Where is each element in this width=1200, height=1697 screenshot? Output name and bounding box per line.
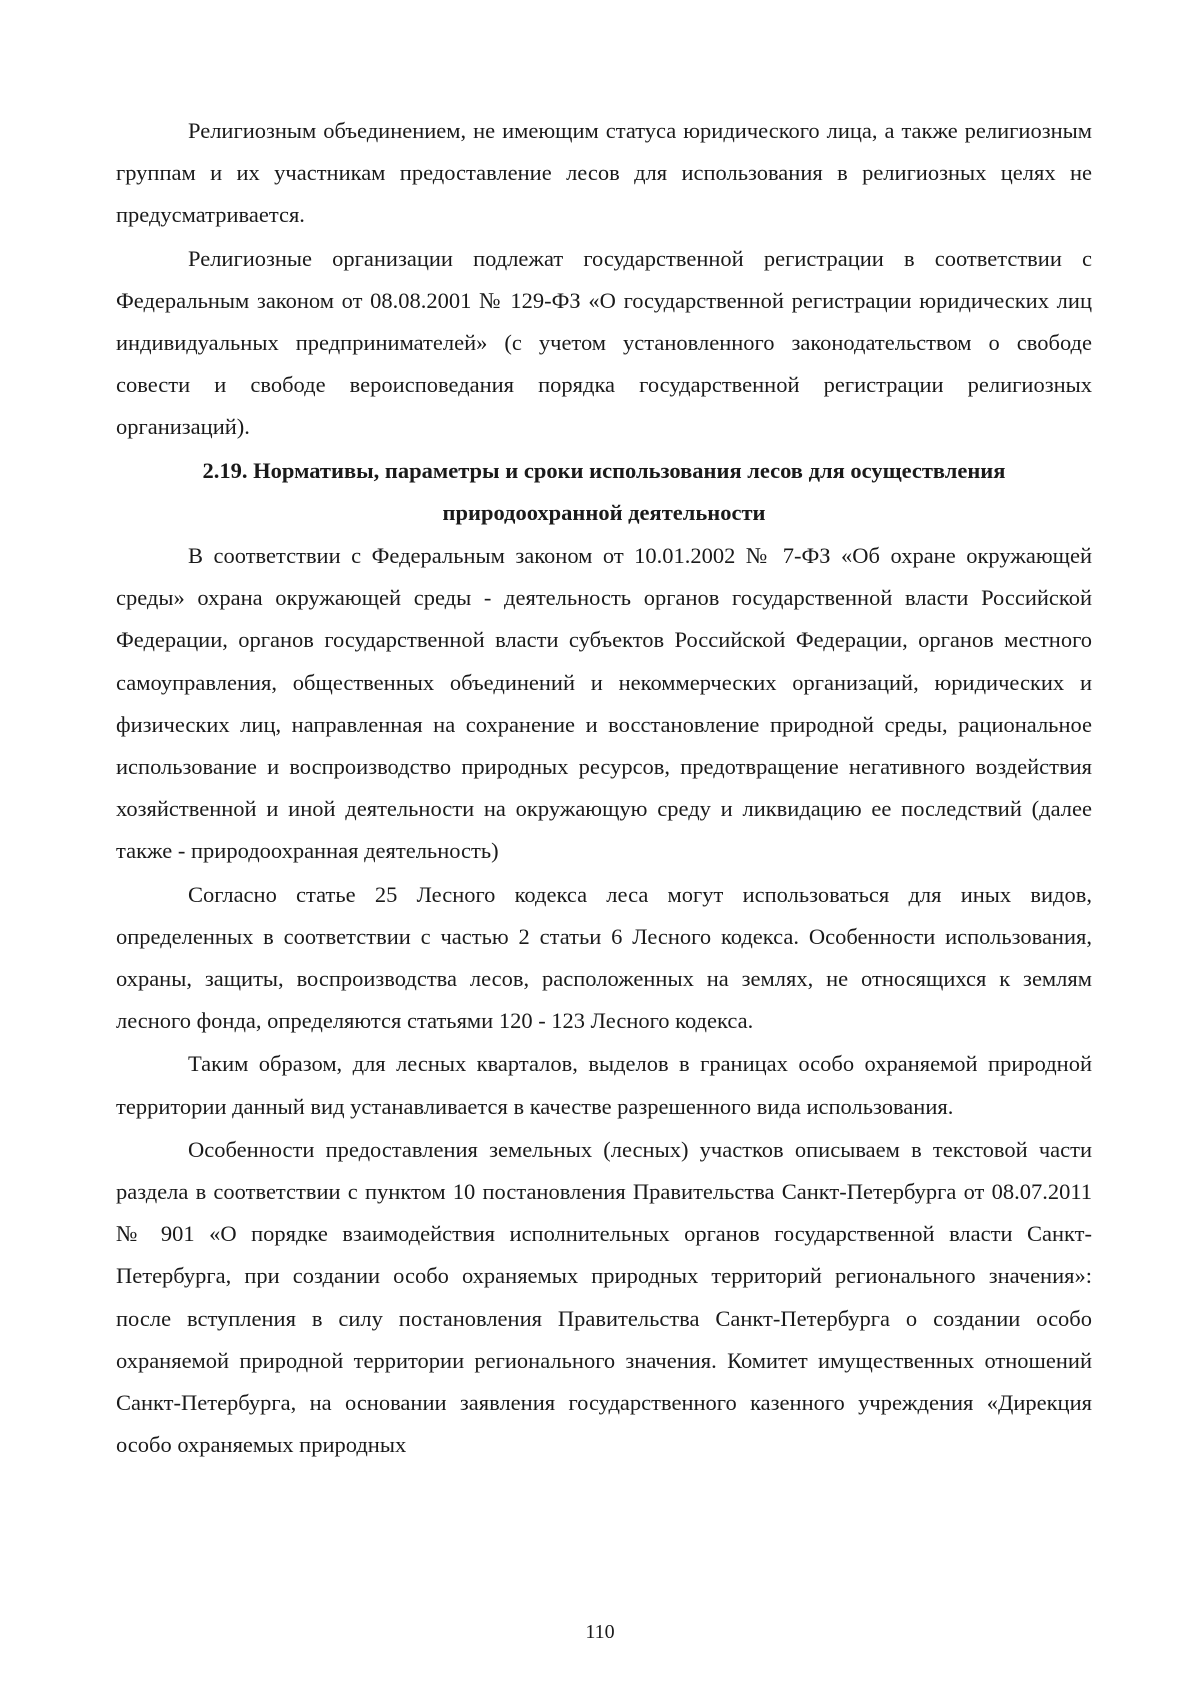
section-heading: 2.19. Нормативы, параметры и сроки использования лесов для осуществления природоохранной деятельности — [202, 457, 1006, 525]
paragraph-permitted-use: Таким образом, для лесных кварталов, выделов в границах особо охраняемой природной территории данный вид устанавливается в качестве разрешенного вида использования. — [116, 1051, 1092, 1119]
page-body — [116, 110, 1092, 1468]
page-number: 110 — [585, 1621, 615, 1643]
paragraph-religious-associations: Религиозным объединением, не имеющим статуса юридического лица, а также религиозным группам и их участникам предоставление лесов для использования в религиозных целях не предусматривается. — [116, 118, 1092, 228]
paragraph-religious-registration: Религиозные организации подлежат государственной регистрации в соответствии с Федеральным законом от 08.08.2001 № 129-ФЗ «О государственной регистрации юридических лиц индивидуальных предпринимателей» (с учетом установленного законодательством о свободе совести и свободе вероисповедания порядка государственной регистрации религиозных организаций). — [116, 245, 1092, 440]
paragraph-environmental-law: В соответствии с Федеральным законом от 10.01.2002 № 7-ФЗ «Об охране окружающей среды» охрана окружающей среды - деятельность органов государственной власти Российской Федерации, органов государственной власти субъектов Российской Федерации, органов местного самоуправления, общественных объединений и некоммерческих организаций, юридических и физических лиц, направленная на сохранение и восстановление природной среды, рациональное использование и воспроизводство природных ресурсов, предотвращение негативного воздействия хозяйственной и иной деятельности на окружающую среду и ликвидацию ее последствий (далее также - природоохранная деятельность) — [116, 543, 1092, 864]
section-heading-block — [116, 450, 1092, 534]
paragraph-land-provision: Особенности предоставления земельных (лесных) участков описываем в текстовой части раздела в соответствии с пунктом 10 постановления Правительства Санкт-Петербурга от 08.07.2011 № 901 «О порядке взаимодействия исполнительных органов государственной власти Санкт-Петербурга, при создании особо охраняемых природных территорий регионального значения»: после вступления в силу постановления Правительства Санкт-Петербурга о создании особо охраняемой природной территории регионального значения. Комитет имущественных отношений Санкт-Петербурга, на основании заявления государственного казенного учреждения «Дирекция особо охраняемых природных — [116, 1136, 1092, 1458]
paragraph-forest-code: Согласно статье 25 Лесного кодекса леса могут использоваться для иных видов, определенных в соответствии с частью 2 статьи 6 Лесного кодекса. Особенности использования, охраны, защиты, воспроизводства лесов, расположенных на землях, не относящихся к землям лесного фонда, определяются статьями 120 - 123 Лесного кодекса. — [116, 881, 1092, 1034]
